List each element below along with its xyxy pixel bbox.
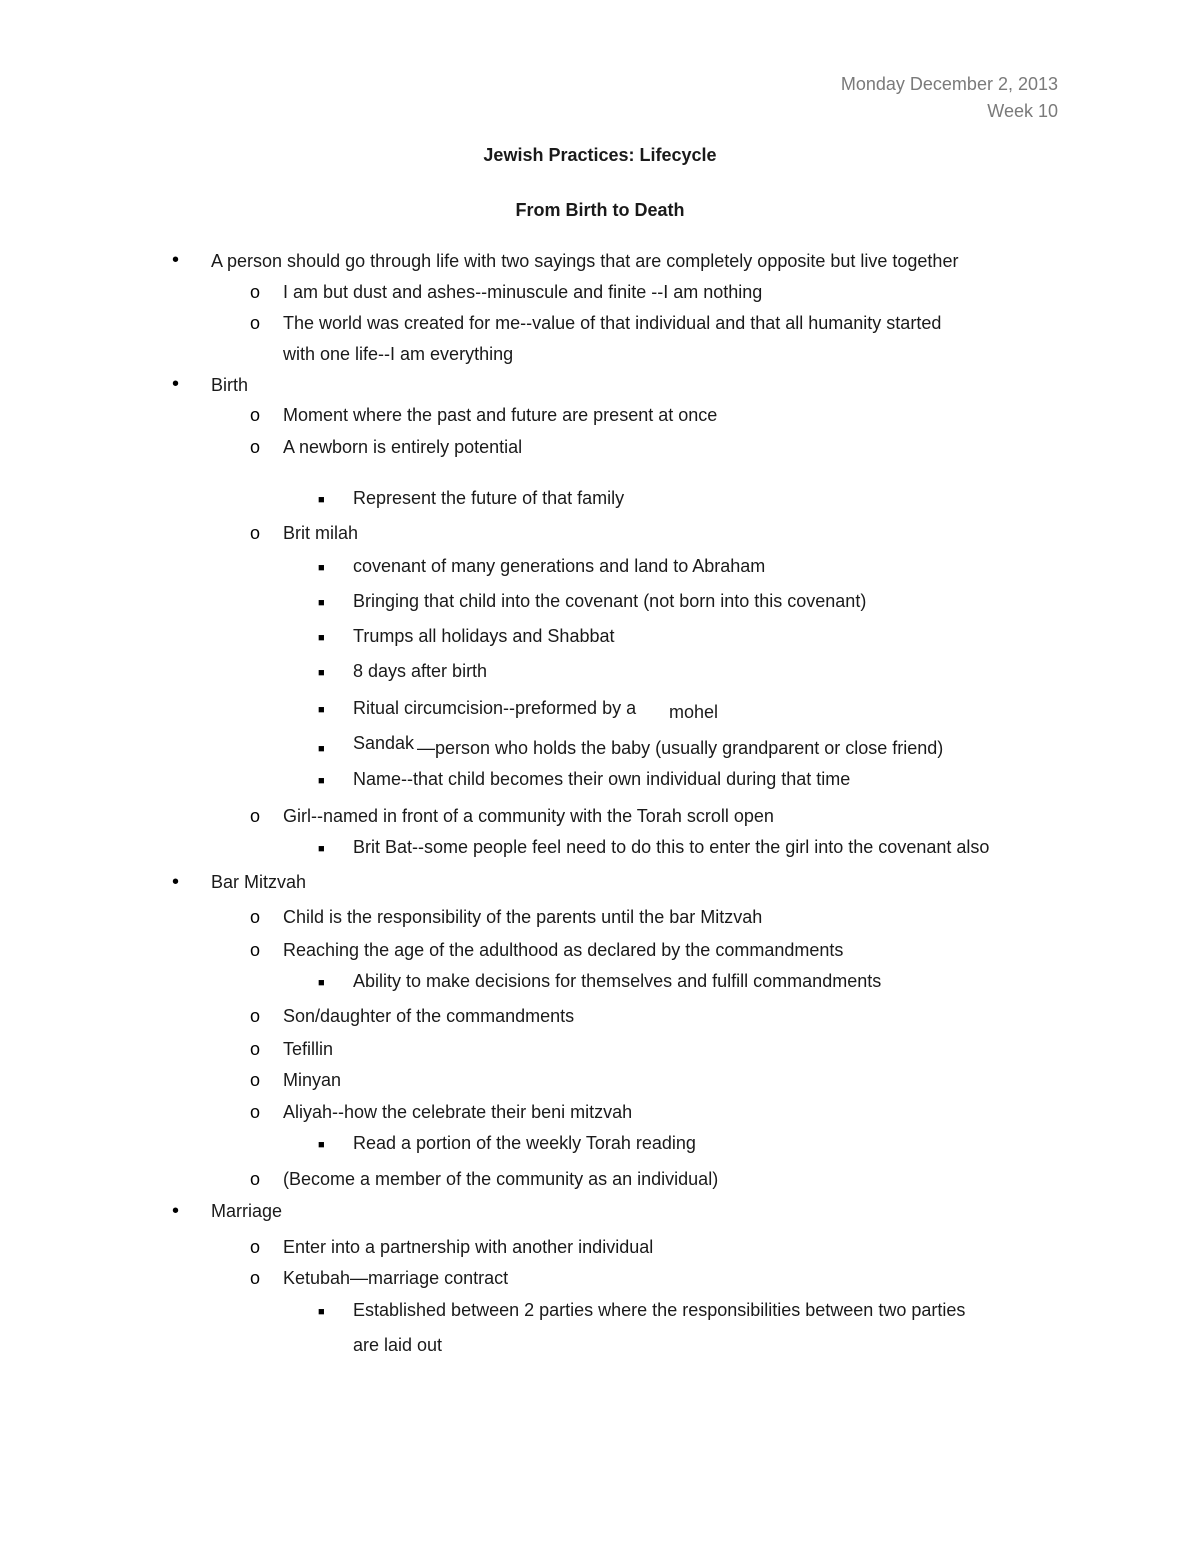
bullet-icon: • — [172, 373, 180, 395]
list-item: (Become a member of the community as an individual) — [283, 1169, 719, 1189]
bullet-icon: • — [172, 1200, 180, 1222]
circle-bullet-icon: o — [250, 1169, 261, 1189]
list-item: Ketubah—marriage contract — [283, 1268, 509, 1288]
list-item-term: mohel — [669, 702, 719, 722]
list-item-continuation: are laid out — [353, 1335, 443, 1355]
circle-bullet-icon: o — [250, 907, 261, 927]
circle-bullet-icon: o — [250, 940, 261, 960]
list-item: Brit Bat--some people feel need to do this to enter the girl into the covenant also — [353, 837, 990, 857]
list-item: Represent the future of that family — [353, 488, 625, 508]
list-item: Reaching the age of the adulthood as declared by the commandments — [283, 940, 844, 960]
list-item: I am but dust and ashes--minuscule and finite --I am nothing — [283, 282, 763, 302]
circle-bullet-icon: o — [250, 1039, 261, 1059]
square-bullet-icon: ■ — [318, 1139, 325, 1151]
list-item-continuation: with one life--I am everything — [283, 344, 514, 364]
square-bullet-icon: ■ — [318, 667, 325, 679]
list-item: Brit milah — [283, 523, 359, 543]
circle-bullet-icon: o — [250, 523, 261, 543]
list-item: 8 days after birth — [353, 661, 488, 681]
list-item: Enter into a partnership with another individual — [283, 1237, 654, 1257]
circle-bullet-icon: o — [250, 282, 261, 302]
circle-bullet-icon: o — [250, 806, 261, 826]
list-item: Name--that child becomes their own individual during that time — [353, 769, 851, 789]
list-item: Established between 2 parties where the responsibilities between two parties — [353, 1300, 966, 1320]
page-subtitle: From Birth to Death — [515, 200, 685, 220]
list-item: Ritual circumcision--preformed by a — [353, 698, 637, 718]
square-bullet-icon: ■ — [318, 743, 325, 755]
list-item-term: Sandak — [353, 733, 415, 753]
header-date: Monday December 2, 2013 — [840, 74, 1058, 94]
list-item: Child is the responsibility of the parents until the bar Mitzvah — [283, 907, 763, 927]
list-item: Trumps all holidays and Shabbat — [353, 626, 615, 646]
list-item: Minyan — [283, 1070, 342, 1090]
circle-bullet-icon: o — [250, 313, 261, 333]
square-bullet-icon: ■ — [318, 977, 325, 989]
list-item: Bar Mitzvah — [211, 872, 307, 892]
circle-bullet-icon: o — [250, 1268, 261, 1288]
list-item: Moment where the past and future are present at once — [283, 405, 718, 425]
circle-bullet-icon: o — [250, 1102, 261, 1122]
bullet-icon: • — [172, 871, 180, 893]
list-item: Tefillin — [283, 1039, 334, 1059]
list-item: Birth — [211, 375, 249, 395]
square-bullet-icon: ■ — [318, 562, 325, 574]
page-title: Jewish Practices: Lifecycle — [483, 145, 717, 165]
square-bullet-icon: ■ — [318, 843, 325, 855]
list-item: Son/daughter of the commandments — [283, 1006, 575, 1026]
list-item: The world was created for me--value of that individual and that all humanity started — [283, 313, 942, 333]
list-item: A newborn is entirely potential — [283, 437, 523, 457]
list-item: Girl--named in front of a community with the Torah scroll open — [283, 806, 774, 826]
square-bullet-icon: ■ — [318, 775, 325, 787]
square-bullet-icon: ■ — [318, 494, 325, 506]
list-item: Read a portion of the weekly Torah reading — [353, 1133, 696, 1153]
list-item: A person should go through life with two sayings that are completely opposite but live together — [211, 251, 959, 271]
header-week: Week 10 — [987, 101, 1058, 121]
circle-bullet-icon: o — [250, 1006, 261, 1026]
square-bullet-icon: ■ — [318, 597, 325, 609]
circle-bullet-icon: o — [250, 1237, 261, 1257]
list-item: Marriage — [211, 1201, 283, 1221]
list-item: Aliyah--how the celebrate their beni mitzvah — [283, 1102, 633, 1122]
circle-bullet-icon: o — [250, 1070, 261, 1090]
list-item: —person who holds the baby (usually grandparent or close friend) — [417, 738, 944, 758]
circle-bullet-icon: o — [250, 405, 261, 425]
list-item: covenant of many generations and land to Abraham — [353, 556, 766, 576]
square-bullet-icon: ■ — [318, 1306, 325, 1318]
circle-bullet-icon: o — [250, 437, 261, 457]
bullet-icon: • — [172, 249, 180, 271]
square-bullet-icon: ■ — [318, 632, 325, 644]
list-item: Bringing that child into the covenant (not born into this covenant) — [353, 591, 867, 611]
square-bullet-icon: ■ — [318, 704, 325, 716]
list-item: Ability to make decisions for themselves and fulfill commandments — [353, 971, 882, 991]
